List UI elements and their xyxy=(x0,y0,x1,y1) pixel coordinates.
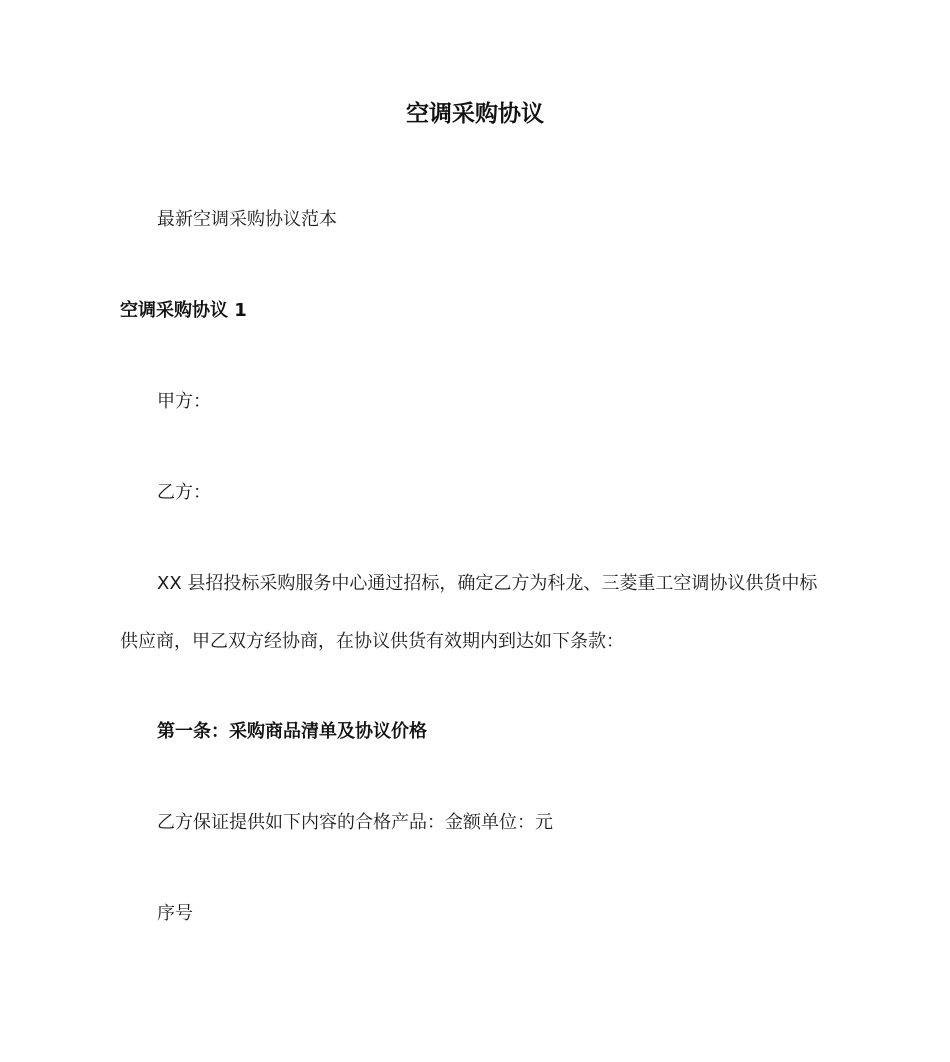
table-header-sequence: 序号 xyxy=(157,903,193,924)
document-title: 空调采购协议 xyxy=(406,101,544,127)
party-b-label: 乙方： xyxy=(157,482,211,503)
intro-paragraph-line-1: XX 县招投标采购服务中心通过招标，确定乙方为科龙、三菱重工空调协议供货中标 xyxy=(157,573,818,594)
article-1-text: 乙方保证提供如下内容的合格产品：金额单位：元 xyxy=(157,812,553,833)
party-a-label: 甲方： xyxy=(157,391,211,412)
document-subtitle: 最新空调采购协议范本 xyxy=(157,209,337,230)
intro-paragraph-line-2: 供应商，甲乙双方经协商，在协议供货有效期内到达如下条款： xyxy=(120,631,624,652)
article-1-heading: 第一条：采购商品清单及协议价格 xyxy=(157,721,427,742)
section-heading: 空调采购协议 1 xyxy=(120,300,247,321)
